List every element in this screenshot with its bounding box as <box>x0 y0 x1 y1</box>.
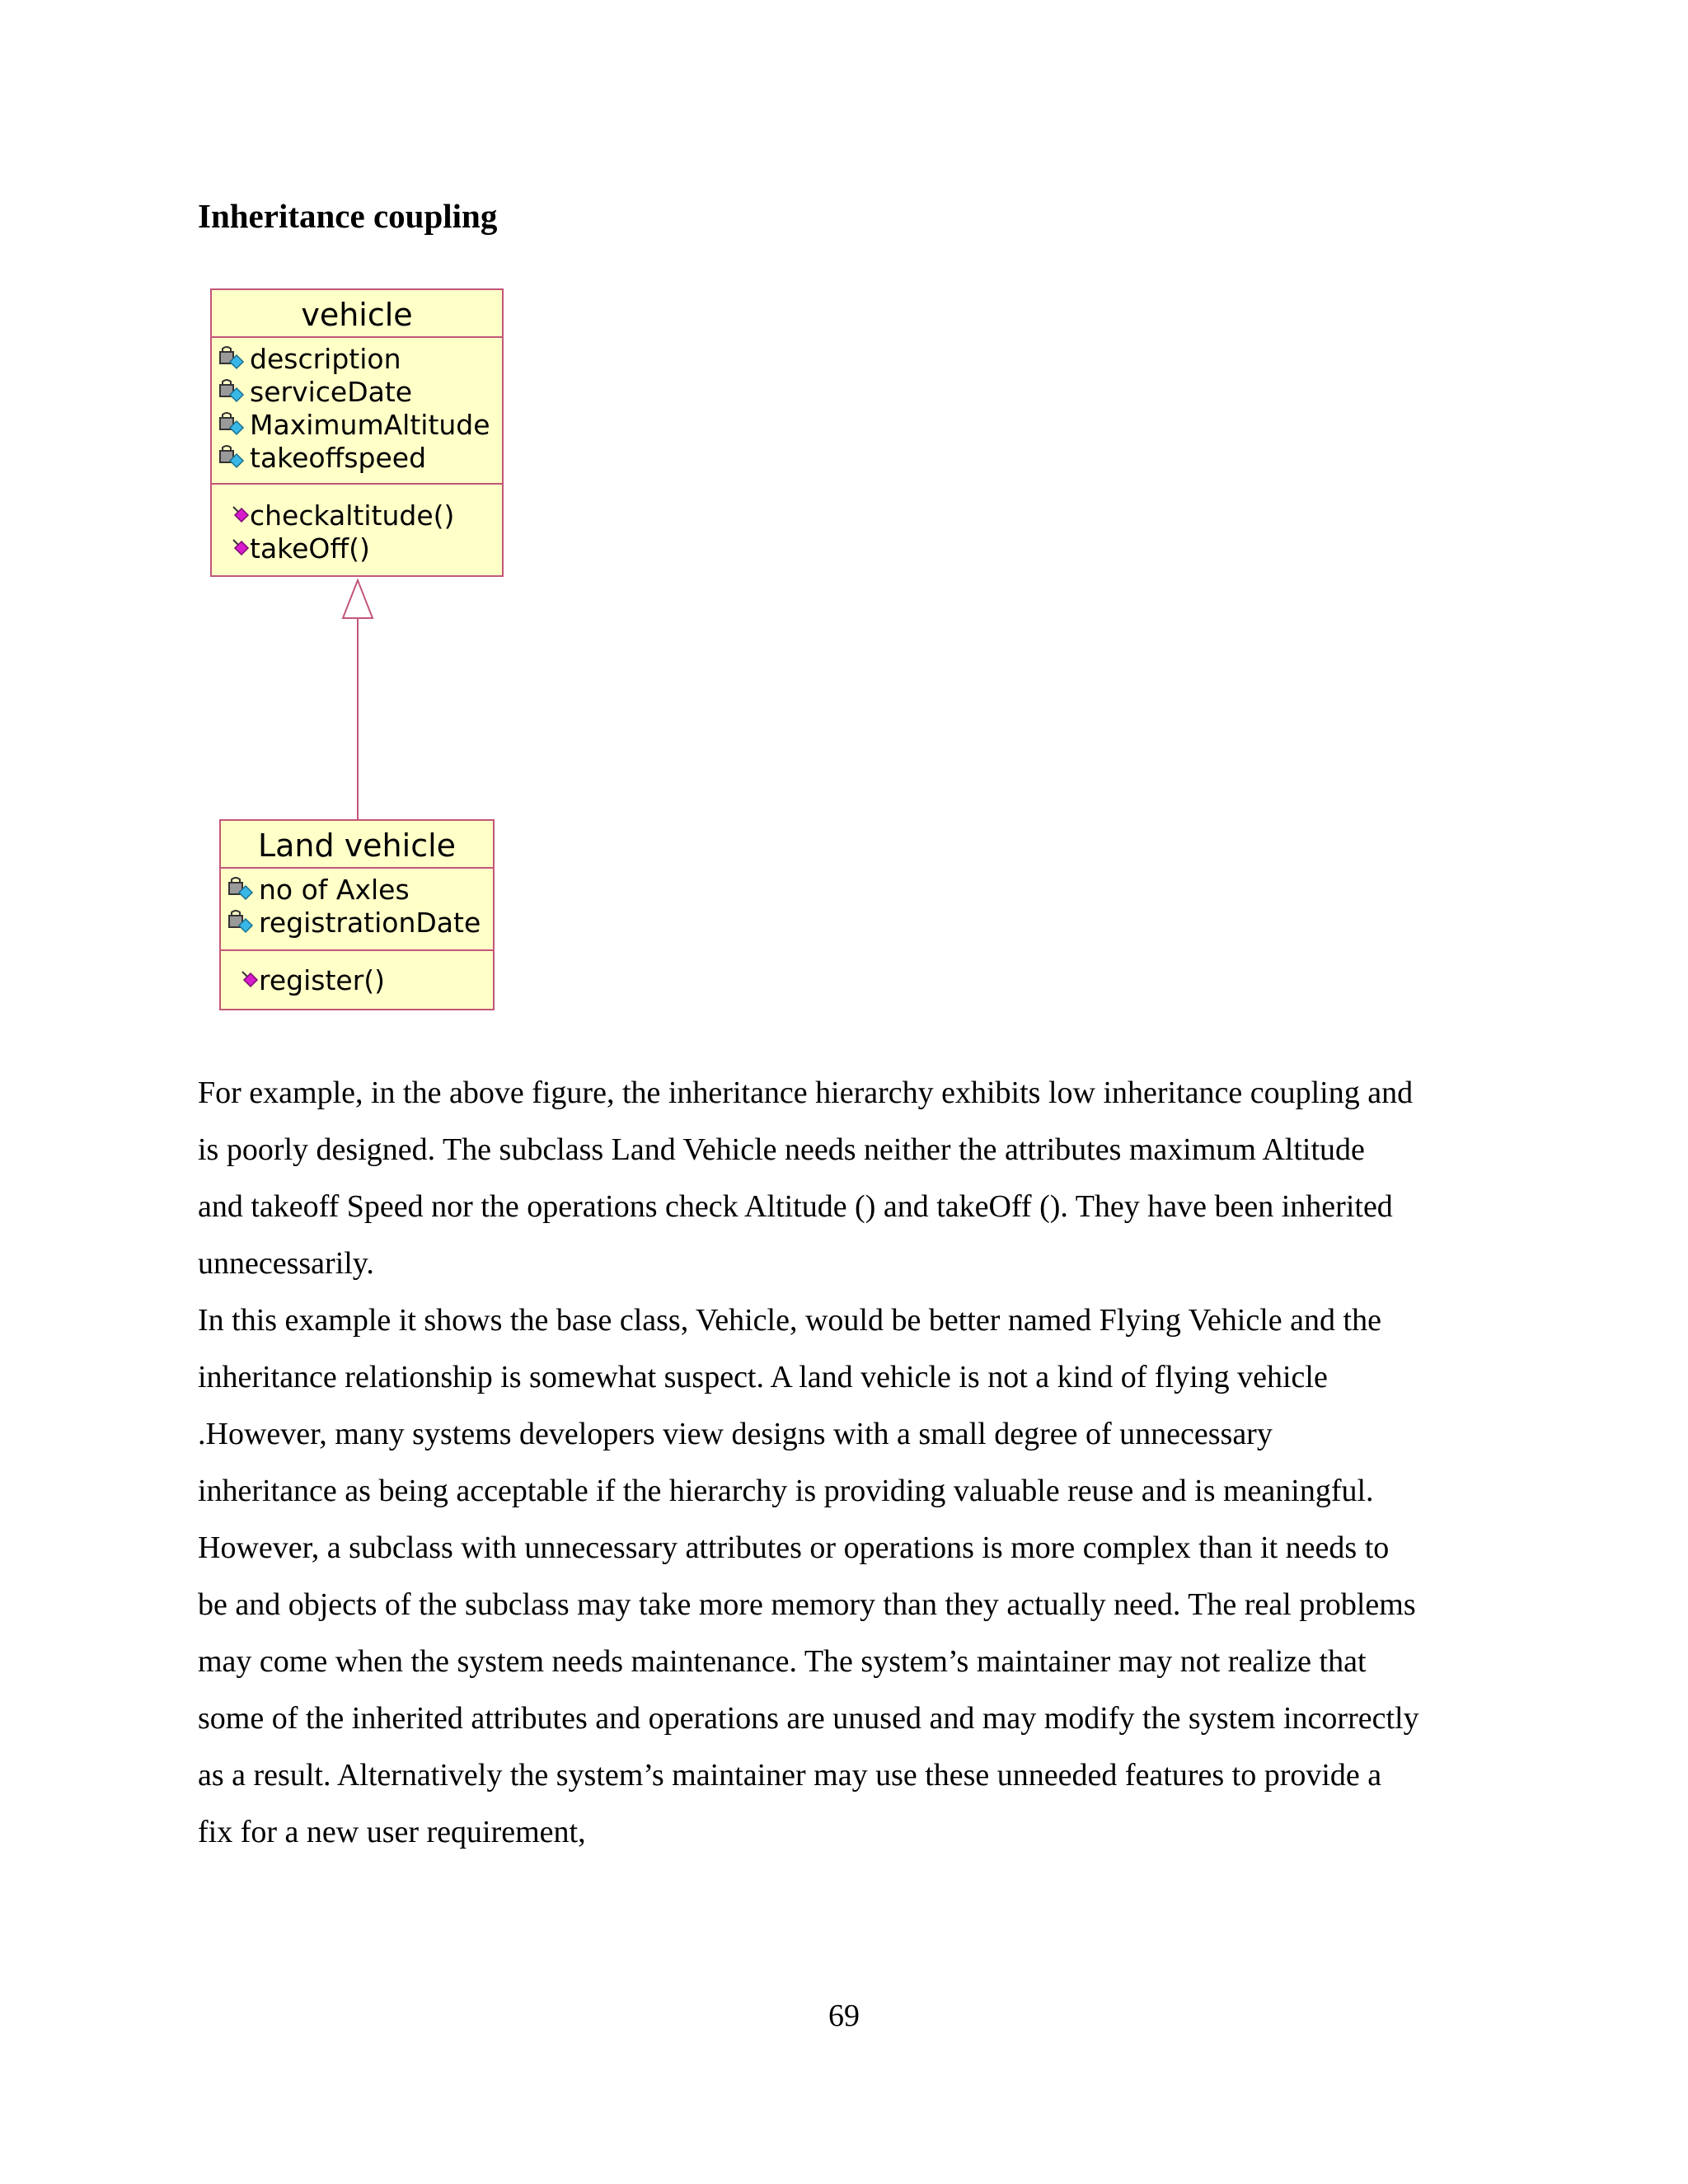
public-operation-icon <box>232 537 250 561</box>
attribute-label: takeoffspeed <box>250 442 427 474</box>
class-vehicle-operations <box>212 485 502 565</box>
section-heading: Inheritance coupling <box>198 197 498 235</box>
paragraph-line: and takeoff Speed nor the operations check Altitude () and takeOff (). They have been inherited <box>198 1189 1393 1224</box>
attribute-row <box>227 874 493 907</box>
generalization-triangle <box>343 580 373 618</box>
paragraph-line: For example, in the above figure, the inheritance hierarchy exhibits low inheritance coupling and <box>198 1076 1414 1110</box>
attribute-label: description <box>250 343 401 375</box>
private-attribute-icon <box>218 378 250 406</box>
page-number: 69 <box>828 1999 860 2033</box>
operation-label: register() <box>259 964 386 996</box>
class-vehicle-attributes <box>212 338 502 485</box>
private-attribute-icon <box>218 444 250 472</box>
operation-label: takeOff() <box>250 532 370 565</box>
private-attribute-icon <box>218 411 250 439</box>
paragraph-line: as a result. Alternatively the system’s maintainer may use these unneeded features to provide a <box>198 1758 1382 1793</box>
public-operation-icon <box>232 504 250 528</box>
paragraph-line: be and objects of the subclass may take more memory than they actually need. The real problems <box>198 1587 1416 1622</box>
paragraph-line: .However, many systems developers view designs with a small degree of unnecessary <box>198 1417 1273 1451</box>
class-vehicle-name: vehicle <box>212 290 502 338</box>
class-land-vehicle-attributes <box>221 869 493 951</box>
attribute-label: registrationDate <box>259 907 481 939</box>
paragraph-line: However, a subclass with unnecessary attributes or operations is more complex than it needs to <box>198 1530 1390 1565</box>
attribute-row <box>218 343 502 376</box>
operation-row <box>232 532 502 565</box>
attribute-label: no of Axles <box>259 874 410 906</box>
class-land-vehicle-name: Land vehicle <box>221 821 493 869</box>
paragraph-line: may come when the system needs maintenance. The system’s maintainer may not realize that <box>198 1644 1367 1679</box>
attribute-row <box>218 376 502 409</box>
attribute-label: serviceDate <box>250 376 413 408</box>
private-attribute-icon <box>227 909 259 937</box>
private-attribute-icon <box>227 876 259 904</box>
paragraph-line: some of the inherited attributes and operations are unused and may modify the system incorrectly <box>198 1701 1419 1736</box>
class-vehicle <box>210 288 504 577</box>
operation-label: checkaltitude() <box>250 499 455 532</box>
operation-row <box>241 964 493 997</box>
private-attribute-icon <box>218 345 250 373</box>
public-operation-icon <box>241 968 259 993</box>
attribute-row <box>227 907 493 940</box>
paragraph-line: unnecessarily. <box>198 1246 374 1281</box>
operation-row <box>232 499 502 532</box>
class-land-vehicle <box>219 819 495 1010</box>
paragraph-line: inheritance relationship is somewhat suspect. A land vehicle is not a kind of flying vehicle <box>198 1360 1328 1394</box>
attribute-row <box>218 409 502 442</box>
class-land-vehicle-operations <box>221 951 493 997</box>
paragraph-line: inheritance as being acceptable if the hierarchy is providing valuable reuse and is meaningful. <box>198 1474 1374 1508</box>
attribute-row <box>218 442 502 475</box>
body-paragraph <box>198 1065 1517 1861</box>
attribute-label: MaximumAltitude <box>250 409 490 441</box>
paragraph-line: fix for a new user requirement, <box>198 1815 586 1849</box>
paragraph-line: In this example it shows the base class, Vehicle, would be better named Flying Vehicle and the <box>198 1303 1381 1338</box>
paragraph-line: is poorly designed. The subclass Land Vehicle needs neither the attributes maximum Altitude <box>198 1132 1365 1167</box>
